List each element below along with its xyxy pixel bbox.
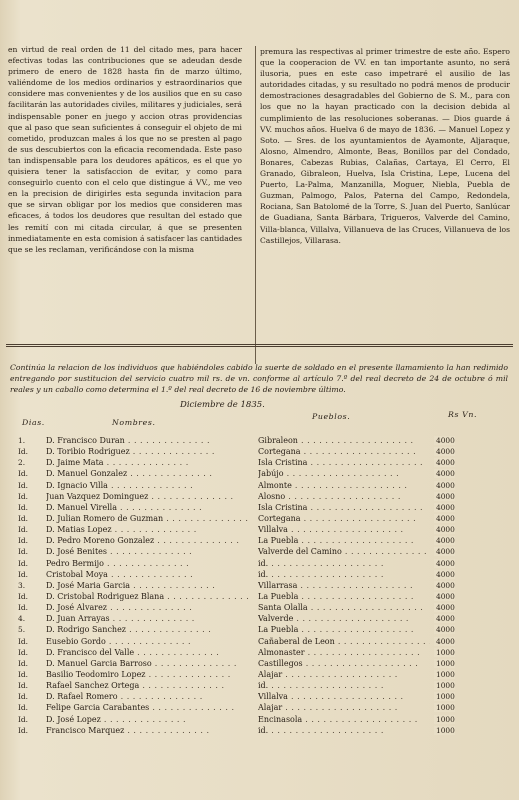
- row-dia: Id.: [18, 558, 28, 568]
- row-pueblo: Jabújo . . .: [258, 469, 399, 478]
- table-row: [10, 659, 510, 670]
- row-dia: 2.: [18, 458, 26, 468]
- table-row: [10, 625, 510, 636]
- row-reales: 4000: [436, 569, 455, 579]
- table-row: [10, 670, 510, 681]
- row-reales: 1000: [436, 669, 455, 679]
- date-line: Diciembre de 1835.: [180, 400, 265, 410]
- table-row: [10, 614, 510, 625]
- row-reales: 4000: [436, 580, 455, 590]
- circular-text: [8, 44, 512, 350]
- table-row: [10, 525, 510, 536]
- table-row: [10, 469, 510, 480]
- row-nombre: D. Matias Lopez . . .: [46, 525, 197, 534]
- row-reales: 4000: [436, 614, 455, 624]
- header-dias: Dias.: [22, 418, 45, 427]
- row-nombre: Pedro Bermijo . . .: [46, 559, 189, 568]
- row-pueblo: La Puebla . . .: [258, 536, 414, 545]
- row-nombre: D. Rodrigo Sanchez . . .: [46, 625, 211, 634]
- row-dia: Id.: [18, 603, 28, 613]
- row-pueblo: Cortegana . . .: [258, 514, 416, 523]
- row-dia: Id.: [18, 669, 28, 679]
- table-row: [10, 559, 510, 570]
- row-nombre: Basilio Teodomiro Lopez . . .: [46, 670, 231, 679]
- row-dia: Id.: [18, 591, 28, 601]
- row-pueblo: Valverde . . .: [258, 614, 409, 623]
- table-row: [10, 726, 510, 737]
- row-pueblo: Villarrasa . . .: [258, 581, 413, 590]
- table-row: [10, 692, 510, 703]
- row-reales: 1000: [436, 725, 455, 735]
- row-nombre: D. Manuel Garcia Barroso . . .: [46, 659, 237, 668]
- row-reales: 4000: [436, 480, 455, 490]
- row-nombre: D. Manuel Gonzalez . . .: [46, 469, 212, 478]
- row-reales: 4000: [436, 558, 455, 568]
- row-pueblo: id. . . .: [258, 681, 384, 690]
- row-reales: 4000: [436, 469, 455, 479]
- row-reales: 1000: [436, 658, 455, 668]
- row-reales: 4000: [436, 625, 455, 635]
- row-dia: Id.: [18, 681, 28, 691]
- left-column-text: en virtud de real orden de 11 del citado mes, para hacer efectivas todas las contribuciones que se adeudan desde primero de enero de 1828 hasta fin de marzo último, valiéndome de los medios ordinarios y estraordinarios que considere mas convenientes y de los ausilios que en su caso facilitarán las autoridades civiles, militares y judiciales, será indispensable poner en juego y accion otras providencias que al paso que sean suficientes á conseguir el objeto de mi cometido, produzcan males á los que no se presten al pago de sus descubiertos con la eficacia recomendada. Este paso tan indispensable para los deudores apáticos, es el que yo quisiera tener la satisfaccion de evitar, y como para conseguirlo cuento con el celo que distingue á VV., me veo en la precision de dirigirles esta segunda invitacion para que se sirvan obligar por los medios que consideren mas eficaces, á todos los deudores que resultan del estado que les remití con mi citada circular, á que se presenten inmediatamente en esta comision á satisfacer las cantidades que se les reclaman, verificándose con la misma: [8, 45, 242, 254]
- table-row: [10, 436, 510, 447]
- table-row: [10, 536, 510, 547]
- table-row: [10, 637, 510, 648]
- row-nombre: D. Julian Romero de Guzman . . .: [46, 514, 248, 523]
- table-row: [10, 458, 510, 469]
- row-reales: 4000: [436, 436, 455, 445]
- row-pueblo: Encinasola . . .: [258, 715, 418, 724]
- row-reales: 4000: [436, 502, 455, 512]
- row-pueblo: Cañaberal de Leon . . .: [258, 637, 430, 646]
- row-dia: Id.: [18, 447, 28, 457]
- row-nombre: D. Rafael Romero . . .: [46, 692, 203, 701]
- row-nombre: D. Manuel Virella . . .: [46, 503, 202, 512]
- row-pueblo: Alajar . . .: [258, 670, 398, 679]
- row-pueblo: Isla Cristina . . .: [258, 503, 423, 512]
- row-nombre: D. Juan Arrayas . . .: [46, 614, 195, 623]
- row-pueblo: id. . . .: [258, 559, 384, 568]
- row-dia: Id.: [18, 703, 28, 713]
- row-pueblo: Corteganа . . .: [258, 447, 416, 456]
- row-reales: 4000: [436, 458, 455, 468]
- row-dia: 3.: [18, 580, 26, 590]
- table-row: [10, 503, 510, 514]
- row-pueblo: id. . . .: [258, 726, 384, 735]
- table-row: [10, 581, 510, 592]
- row-reales: 1000: [436, 714, 455, 724]
- table-row: [10, 703, 510, 714]
- row-pueblo: Almonaster . . .: [258, 648, 420, 657]
- row-dia: Id.: [18, 513, 28, 523]
- row-nombre: D. Toribio Rodriguez . . .: [46, 447, 215, 456]
- row-dia: 5.: [18, 625, 26, 635]
- table-row: [10, 447, 510, 458]
- row-dia: Id.: [18, 569, 28, 579]
- table-row: [10, 547, 510, 558]
- row-dia: Id.: [18, 692, 28, 702]
- row-pueblo: Valverde del Camino . . .: [258, 547, 430, 556]
- row-reales: 4000: [436, 591, 455, 601]
- table-row: [10, 603, 510, 614]
- row-nombre: D. Francisco del Valle . . .: [46, 648, 219, 657]
- row-pueblo: id. . . .: [258, 570, 384, 579]
- row-pueblo: Isla Cristina . . .: [258, 458, 423, 467]
- list-intro: Continúa la relacion de los individuos que habiéndoles cabido la suerte de soldado en el presente llamamiento la han redimido entregando por sustitucion del servicio cuatro mil rs. de vn. conforme al artículo 7.º del real decreto de 24 de octubre ó mil reales y un caballo como determina el 1.º del real decreto de 16 de noviembre último.: [10, 363, 508, 394]
- row-nombre: Felipe Garcia Carabantes . . .: [46, 703, 234, 712]
- row-dia: Id.: [18, 647, 28, 657]
- row-nombre: D. Pedro Moreno Gonzalez . . .: [46, 536, 239, 545]
- row-nombre: Francisco Marquez . . .: [46, 726, 210, 735]
- table-row: [10, 514, 510, 525]
- row-dia: Id.: [18, 491, 28, 501]
- row-pueblo: Castillegos . . .: [258, 659, 418, 668]
- row-nombre: D. Cristobal Rodriguez Blana . . .: [46, 592, 249, 601]
- row-dia: Id.: [18, 480, 28, 490]
- row-reales: 4000: [436, 603, 455, 613]
- row-nombre: Juan Vazquez Dominguez . . .: [46, 492, 234, 501]
- header-pueblos: Pueblos.: [312, 412, 351, 421]
- header-rs: Rs Vn.: [448, 410, 478, 419]
- row-nombre: D. Ignacio Villa . . .: [46, 481, 193, 490]
- table-row: [10, 570, 510, 581]
- table-row: [10, 592, 510, 603]
- row-reales: 4000: [436, 536, 455, 546]
- row-pueblo: Almonte . . .: [258, 481, 407, 490]
- row-nombre: D. José Benites . . .: [46, 547, 192, 556]
- row-nombre: D. José Lopez . . .: [46, 715, 186, 724]
- row-dia: Id.: [18, 547, 28, 557]
- right-column-text: premura las respectivas al primer trimestre de este año. Espero que la cooperacion de VV. en tan importante asunto, no será ilusoria, pues en este caso impetraré el ausilio de las autoridades citadas, y su resultado no podrá menos de producir demostraciones desagradables del Gobierno de S. M., para con los que no la hayan practicado con la decision debida al cumplimiento de las resoluciones soberanas. — Dios guarde á VV. muchos años. Huelva 6 de mayo de 1836. — Manuel Lopez y Soto. — Sres. de los ayuntamientos de Ayamonte, Aljaraque, Alosno, Almendro, Almonte, Beas, Bonillos par del Condado, Bonares, Cabezas Rubias, Calañas, Cartaya, El Cerro, El Granado, Gibraleon, Huelva, Isla Cristina, Lepe, Lucena del Puerto, La-Palma, Manzanilla, Moguer, Niebla, Puebla de Guzman, Palmogo, Palos, Paterna del Campo, Redondela, Rociana, San Batolomé de la Torre, S. Juan del Puerto, Sanlúcar de Guadiana, Santa Bárbara, Trigueros, Valverde del Camino, Villa-blanca, Villalva, Villanueva de las Cruces, Villanueva de los Castillejos, Villarasa.: [260, 47, 510, 245]
- row-dia: Id.: [18, 536, 28, 546]
- row-dia: Id.: [18, 725, 28, 735]
- row-dia: Id.: [18, 636, 28, 646]
- row-dia: Id.: [18, 469, 28, 479]
- column-divider: [255, 46, 256, 364]
- row-pueblo: Villalva . . .: [258, 525, 404, 534]
- row-pueblo: Villalva . . .: [258, 692, 404, 701]
- row-reales: 4000: [436, 636, 455, 646]
- table-row: [10, 492, 510, 503]
- row-reales: 1000: [436, 647, 455, 657]
- row-reales: 1000: [436, 703, 455, 713]
- row-dia: Id.: [18, 525, 28, 535]
- row-reales: 4000: [436, 447, 455, 457]
- row-nombre: Cristobal Moya . . .: [46, 570, 193, 579]
- row-dia: Id.: [18, 714, 28, 724]
- row-pueblo: Gibraleon . . .: [258, 436, 414, 445]
- row-reales: 4000: [436, 525, 455, 535]
- table-row: [10, 681, 510, 692]
- row-pueblo: La Puebla . . .: [258, 592, 414, 601]
- row-nombre: D. Jaime Mata . . .: [46, 458, 189, 467]
- row-pueblo: Alosno . . .: [258, 492, 401, 501]
- row-nombre: Rafael Sanchez Ortega . . .: [46, 681, 225, 690]
- row-dia: 4.: [18, 614, 26, 624]
- table-row: [10, 715, 510, 726]
- section-divider-top: [6, 344, 513, 345]
- row-reales: 1000: [436, 681, 455, 691]
- section-divider-bottom: [6, 346, 513, 347]
- row-pueblo: La Puebla . . .: [258, 625, 414, 634]
- row-nombre: D. José Maria Garcia . . .: [46, 581, 215, 590]
- row-dia: Id.: [18, 658, 28, 668]
- header-nombres: Nombres.: [112, 418, 156, 427]
- substitutes-table: [10, 436, 510, 737]
- table-row: [10, 648, 510, 659]
- row-dia: Id.: [18, 502, 28, 512]
- row-pueblo: Alajar . . .: [258, 703, 398, 712]
- row-reales: 4000: [436, 491, 455, 501]
- table-row: [10, 481, 510, 492]
- row-dia: 1.: [18, 436, 26, 445]
- row-reales: 4000: [436, 513, 455, 523]
- row-reales: 1000: [436, 692, 455, 702]
- row-nombre: Eusebio Gordo . . .: [46, 637, 191, 646]
- row-reales: 4000: [436, 547, 455, 557]
- row-pueblo: Santa Olalla . . .: [258, 603, 423, 612]
- row-nombre: D. José Alvarez . . .: [46, 603, 192, 612]
- row-nombre: D. Francisco Duran . . .: [46, 436, 210, 445]
